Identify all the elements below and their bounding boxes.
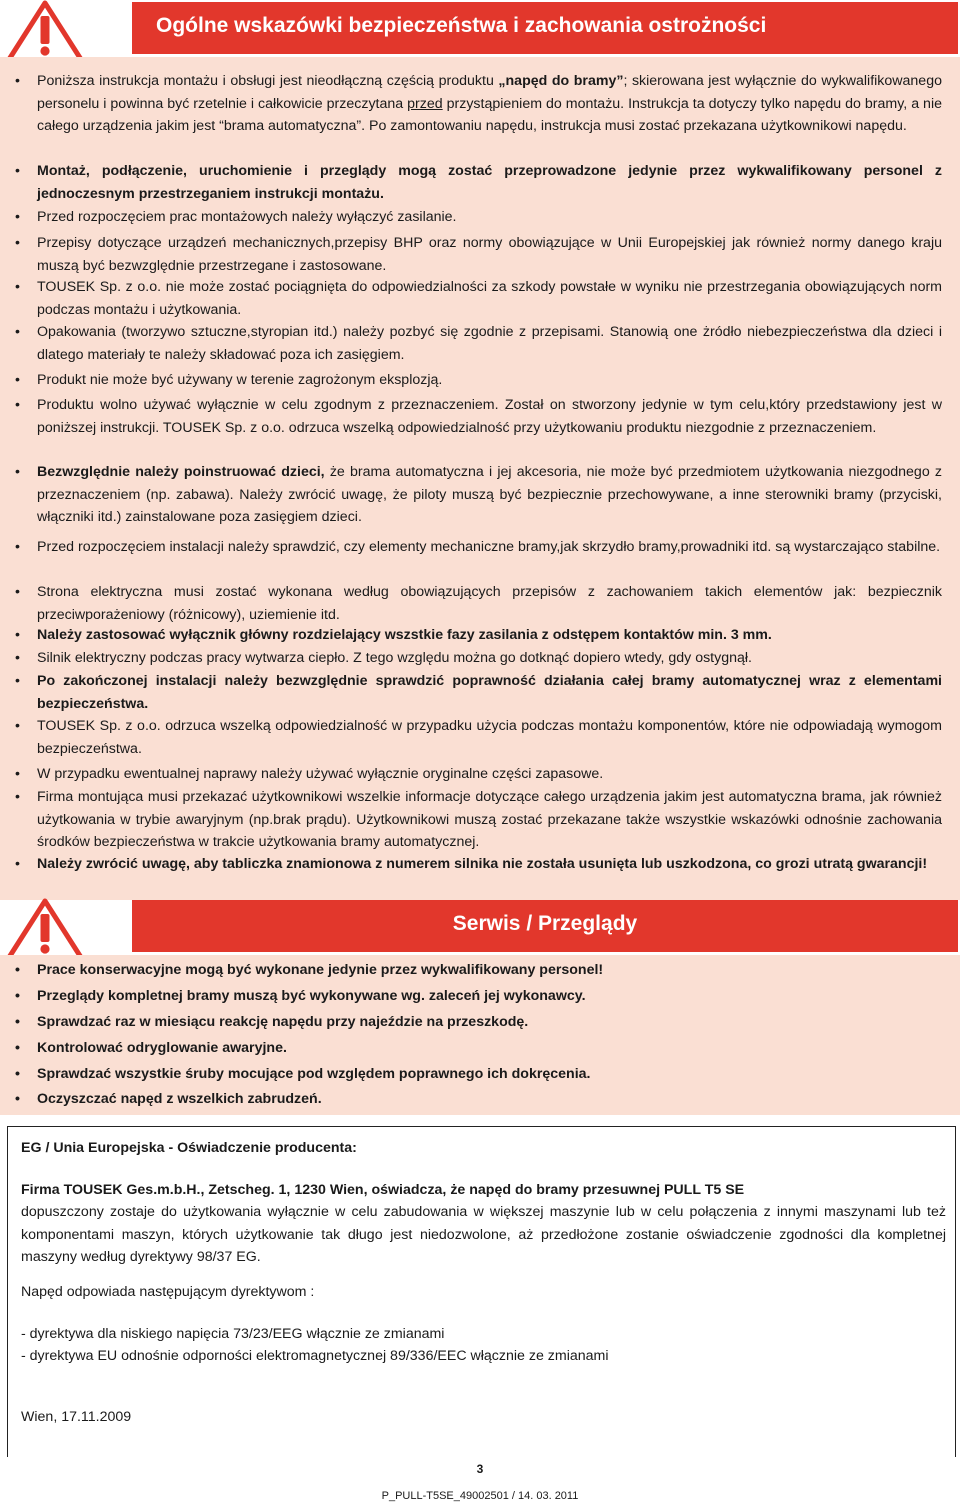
safety-bullet-item: [37, 536, 942, 559]
warning-triangle-icon: [5, 898, 85, 962]
bullet-text: Poniższa instrukcja montażu i obsługi jest nieodłączną częścią produktu: [37, 73, 499, 89]
safety-bullet-item: [37, 206, 942, 229]
declaration-body: dopuszczony zostaje do użytkowania wyłącznie w celu zabudowania w większej maszynie lub w celu połączenia z innymi maszynami lub też komponentami maszyn, których użytkowanie tak długo jest niedozwolone, aż przedłożone zostanie oświadczenie zgodności dla kompletnej maszyny według dyrektywy 98/37 EG.: [21, 1204, 946, 1265]
warning-triangle-icon: [5, 0, 85, 64]
bullet-text: Należy zwrócić uwagę, aby tabliczka znamionowa z numerem silnika nie została usunięta lub uszkodzona, co grozi utratą gwarancji!: [37, 856, 928, 872]
safety-bullet-item: [37, 624, 942, 647]
declaration-box: [7, 1126, 956, 1457]
safety-bullet-item: [37, 647, 942, 670]
service-bullet-item: • Prace konserwacyjne mogą być wykonane jedynie przez wykwalifikowany personel!: [37, 959, 942, 982]
section-title: Ogólne wskazówki bezpieczeństwa i zachowania ostrożności: [156, 14, 767, 37]
safety-bullet-item: [37, 70, 942, 138]
page-number: 3: [476, 1462, 484, 1476]
bullet-text: że brama automatyczna i jej akcesoria, nie może być przedmiotem użytkowania niezgodnego z przeznaczeniem (np. zabawa). Należy zwrócić uwagę, że piloty muszą być bezpiecznie przechowywane, a inne sterowniki bramy (przyciski, włączniki itd.) zainstalowane poza zasięgiem dzieci.: [37, 464, 943, 525]
bullet-text: Opakowania (tworzywo sztuczne,styropian itd.) należy pozbyć się zgodnie z przepisami. Stanowią one żródło niebezpieczeństwa dla dzieci i dlatego materiały te należy składować poza ich zasięgiem.: [37, 324, 942, 363]
safety-bullet-item: [37, 369, 942, 392]
bullet-text: Przed rozpoczęciem prac montażowych należy wyłączyć zasilanie.: [37, 209, 457, 225]
safety-bullet-item: [37, 461, 942, 529]
bullet-text: Firma montująca musi przekazać użytkownikowi wszelkie informacje dotyczące całego urządzenia jakim jest automatyczna brama, jak również użytkowania w trybie awaryjnym (np.brak prądu). Użytkownikowi muszą zostać przekazane także wszystkie wskazówki odnośnie zachowania środków bezpieczeństwa w trakcie użytkowania bramy automatycznej.: [37, 789, 942, 850]
bullet-text: Produktu wolno używać wyłącznie w celu zgodnym z przeznaczeniem. Został on stworzony jedynie w tym celu,który przedstawiony jest w poniższej instrukcji. TOUSEK Sp. z o.o. odrzuca wszelką odpowiedzialność przy użytkowaniu produktu niezgodnie z przeznaczeniem.: [37, 397, 942, 436]
bullet-text: TOUSEK Sp. z o.o. odrzuca wszelką odpowiedzialność w przypadku użycia podczas montażu komponentów, które nie odpowiadają wymogom bezpieczeństwa.: [37, 718, 942, 757]
directives-intro: Napęd odpowiada następującym dyrektywom :: [21, 1284, 315, 1300]
section-title-bar: [132, 900, 958, 952]
service-bullet-item: • Kontrolować odryglowanie awaryjne.: [37, 1037, 942, 1060]
bullet-text: Produkt nie może być używany w terenie zagrożonym eksplozją.: [37, 372, 443, 388]
declaration-heading: EG / Unia Europejska - Oświadczenie producenta:: [21, 1140, 357, 1156]
section-title-bar: [132, 2, 958, 54]
service-bullet-item: • Sprawdzać raz w miesiącu reakcję napędu przy najeździe na przeszkodę.: [37, 1011, 942, 1034]
service-bullet-item: • Sprawdzać wszystkie śruby mocujące pod względem poprawnego ich dokręcenia.: [37, 1063, 942, 1086]
bullet-text: Po zakończonej instalacji należy bezwzględnie sprawdzić poprawność działania całej bramy automatycznej wraz z elementami bezpieczeństwa.: [37, 673, 942, 712]
bullet-text: Przepisy dotyczące urządzeń mechanicznych,przepisy BHP oraz normy obowiązujące w Unii Europejskiej jak również normy danego kraju muszą być bezwzględnie przestrzegane i zastosowane.: [37, 235, 942, 274]
safety-bullet-item: [37, 232, 942, 277]
bullet-text: przystąpieniem do montażu. Instrukcja ta dotyczy tylko napędu do bramy, a nie całego urządzenia jakim jest “brama automatyczna”. Po zamontowaniu napędu, instrukcja musi zostać przekazana użytkownikowi napędu.: [37, 95, 942, 134]
directive-item: - dyrektywa dla niskiego napięcia 73/23/EEG włącznie ze zmianami: [21, 1326, 445, 1342]
safety-bullet-item: [37, 853, 942, 876]
bullet-text: Silnik elektryczny podczas pracy wytwarza ciepło. Z tego względu można go dotknąć dopiero wtedy, gdy ostygnął.: [37, 650, 752, 666]
safety-bullet-item: [37, 670, 942, 715]
section-header-safety: [0, 0, 960, 57]
document-code: P_PULL-T5SE_49002501 / 14. 03. 2011: [381, 1490, 579, 1502]
bullet-text: Przed rozpoczęciem instalacji należy sprawdzić, czy elementy mechaniczne bramy,jak skrzydło bramy,prowadniki itd. są wystarczająco stabilne.: [37, 539, 941, 555]
directive-item: - dyrektywa EU odnośnie odporności elektromagnetycznej 89/336/EEC włącznie ze zmianami: [21, 1348, 609, 1364]
service-bullet-item: • Oczyszczać napęd z wszelkich zabrudzeń.: [37, 1088, 942, 1111]
bullet-text: przed: [407, 95, 443, 112]
safety-bullet-item: [37, 394, 942, 439]
safety-bullet-item: [37, 160, 942, 205]
safety-bullet-item: [37, 276, 942, 321]
safety-bullet-item: [37, 581, 942, 626]
safety-bullet-item: [37, 715, 942, 760]
bullet-text: Montaż, podłączenie, uruchomienie i przeglądy mogą zostać przeprowadzone jedynie przez wykwalifikowany personel z jednoczesnym przestrzeganiem instrukcji montażu.: [37, 163, 942, 202]
section-title: Serwis / Przeglądy: [452, 912, 638, 935]
bullet-text: ; skierowana jest wyłącznie do wykwalifikowanego personelu i powinna być rzetelnie i całkowicie przeczytana: [37, 73, 942, 112]
safety-bullet-item: [37, 763, 942, 786]
bullet-text: TOUSEK Sp. z o.o. nie może zostać pociągnięta do odpowiedzialności za szkody powstałe w wyniku nie przestrzegania obowiązujących norm podczas montażu i użytkowania.: [37, 279, 942, 318]
bullet-text: Strona elektryczna musi zostać wykonana według obowiązujących przepisów z zachowaniem takich elementów jak: bezpiecznik przeciwporażeniowy (różnicowy), uziemienie itd.: [37, 584, 942, 623]
place-date: Wien, 17.11.2009: [21, 1409, 132, 1425]
bullet-text: Bezwzględnie należy poinstruować dzieci,: [37, 464, 325, 480]
safety-bullet-item: [37, 786, 942, 854]
section-header-service: [0, 898, 960, 955]
bullet-text: Należy zastosować wyłącznik główny rozdzielający wszstkie fazy zasilania z odstępem kontaktów min. 3 mm.: [37, 627, 772, 643]
declaration-company-line: Firma TOUSEK Ges.m.b.H., Zetscheg. 1, 1230 Wien, oświadcza, że napęd do bramy przesuwnej PULL T5 SE: [21, 1182, 745, 1198]
service-bullet-item: • Przeglądy kompletnej bramy muszą być wykonywane wg. zaleceń jej wykonawcy.: [37, 985, 942, 1008]
bullet-text: W przypadku ewentualnej naprawy należy używać wyłącznie oryginalne części zapasowe.: [37, 766, 604, 782]
safety-bullet-item: [37, 321, 942, 366]
bullet-text: „napęd do bramy”: [498, 73, 624, 89]
